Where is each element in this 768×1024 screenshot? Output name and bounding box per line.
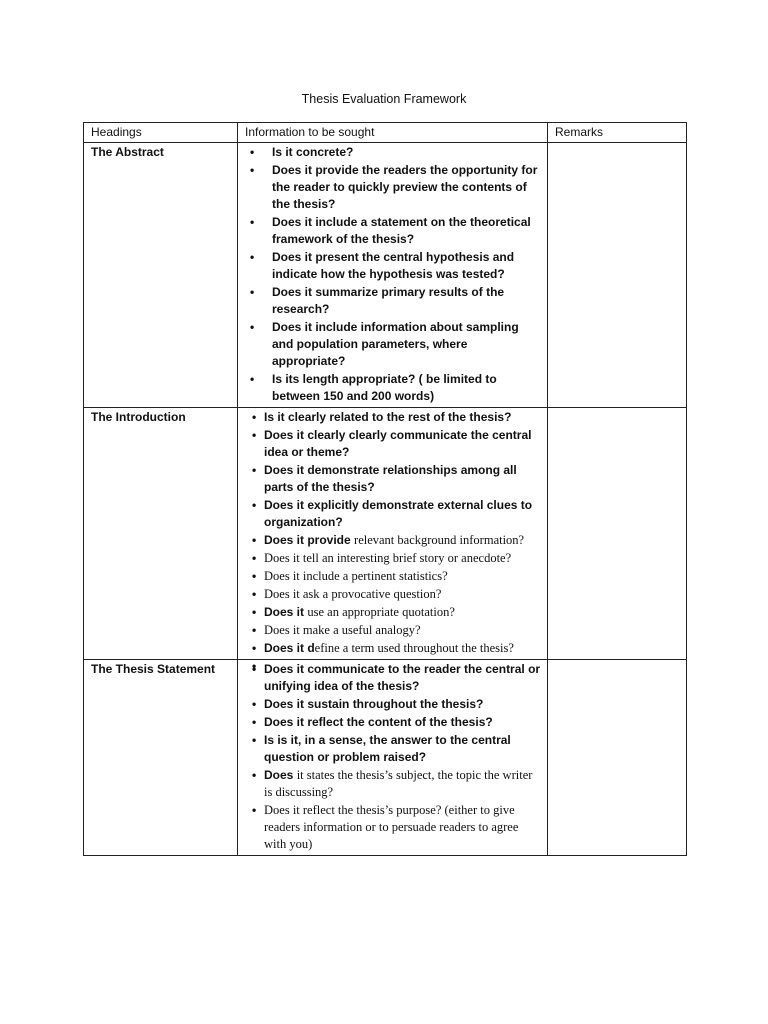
item-plain-part: Does it ask a provocative question? [264, 587, 442, 601]
heading-cell [84, 408, 238, 660]
item-plain-part: Does it include a pertinent statistics? [264, 569, 448, 583]
list-item: • Does it clearly clearly communicate the central idea or theme? [245, 427, 541, 461]
list-item: • Is it clearly related to the rest of the thesis? [245, 409, 541, 426]
list-item [245, 604, 541, 621]
list-item [245, 550, 541, 567]
list-item: • Does it communicate to the reader the central or unifying idea of the thesis? [245, 661, 541, 695]
table-row-thesis-statement [84, 660, 687, 856]
list-item [245, 640, 541, 657]
list-item [245, 622, 541, 639]
table-header-row [84, 123, 687, 143]
header-headings: Headings [84, 123, 238, 143]
item-plain-part: relevant background information? [354, 533, 525, 547]
item-plain-part: Does it reflect the thesis’s purpose? (either to give readers information or to persuade readers to agree with you) [264, 803, 519, 851]
remarks-cell[interactable] [548, 143, 687, 408]
item-plain-part: it states the thesis’s subject, the topic the writer is discussing? [264, 768, 533, 799]
list-item: • Is is it, in a sense, the answer to the central question or problem raised? [245, 732, 541, 766]
questions-cell [238, 408, 548, 660]
item-bold-part: Does it provide [264, 533, 351, 547]
remarks-cell[interactable] [548, 408, 687, 660]
questions-cell [238, 143, 548, 408]
remarks-cell[interactable] [548, 660, 687, 856]
list-item: • Does it present the central hypothesis and indicate how the hypothesis was tested? [245, 249, 541, 283]
list-item: • Is its length appropriate? ( be limited to between 150 and 200 words) [245, 371, 541, 405]
heading-cell [84, 660, 238, 856]
list-item [245, 767, 541, 801]
question-list [245, 144, 541, 405]
table-row-introduction [84, 408, 687, 660]
list-item: • Does it provide the readers the opportunity for the reader to quickly preview the contents of the thesis? [245, 162, 541, 213]
list-item: • Does it explicitly demonstrate external clues to organization? [245, 497, 541, 531]
item-plain-part: use an appropriate quotation? [307, 605, 455, 619]
item-plain-part: Does it make a useful analogy? [264, 623, 421, 637]
list-item: • Does it summarize primary results of the research? [245, 284, 541, 318]
item-bold-part: Does it [264, 605, 305, 619]
heading-cell [84, 143, 238, 408]
row-heading: The Introduction [91, 410, 186, 424]
list-item [245, 532, 541, 549]
row-heading: The Abstract [91, 145, 164, 159]
list-item: • Does it include a statement on the theoretical framework of the thesis? [245, 214, 541, 248]
item-plain-part: efine a term used throughout the thesis? [314, 641, 514, 655]
list-item: • Does it include information about sampling and population parameters, where appropriate? [245, 319, 541, 370]
list-item: • Does it demonstrate relationships among all parts of the thesis? [245, 462, 541, 496]
row-heading: The Thesis Statement [91, 662, 216, 676]
list-item: • Does it reflect the content of the thesis? [245, 714, 541, 731]
question-list [245, 409, 541, 657]
header-remarks: Remarks [548, 123, 687, 143]
document-title: Thesis Evaluation Framework [301, 92, 467, 106]
list-item: • Is it concrete? [245, 144, 541, 161]
item-bold-part: Does it d [264, 641, 315, 655]
item-bold-part: Does [264, 768, 294, 782]
list-item [245, 802, 541, 853]
list-item [245, 568, 541, 585]
header-information: Information to be sought [238, 123, 548, 143]
evaluation-table [83, 122, 687, 856]
list-item: • Does it sustain throughout the thesis? [245, 696, 541, 713]
list-item [245, 586, 541, 603]
question-list [245, 661, 541, 853]
questions-cell [238, 660, 548, 856]
table-row-abstract [84, 143, 687, 408]
item-plain-part: Does it tell an interesting brief story or anecdote? [264, 551, 512, 565]
